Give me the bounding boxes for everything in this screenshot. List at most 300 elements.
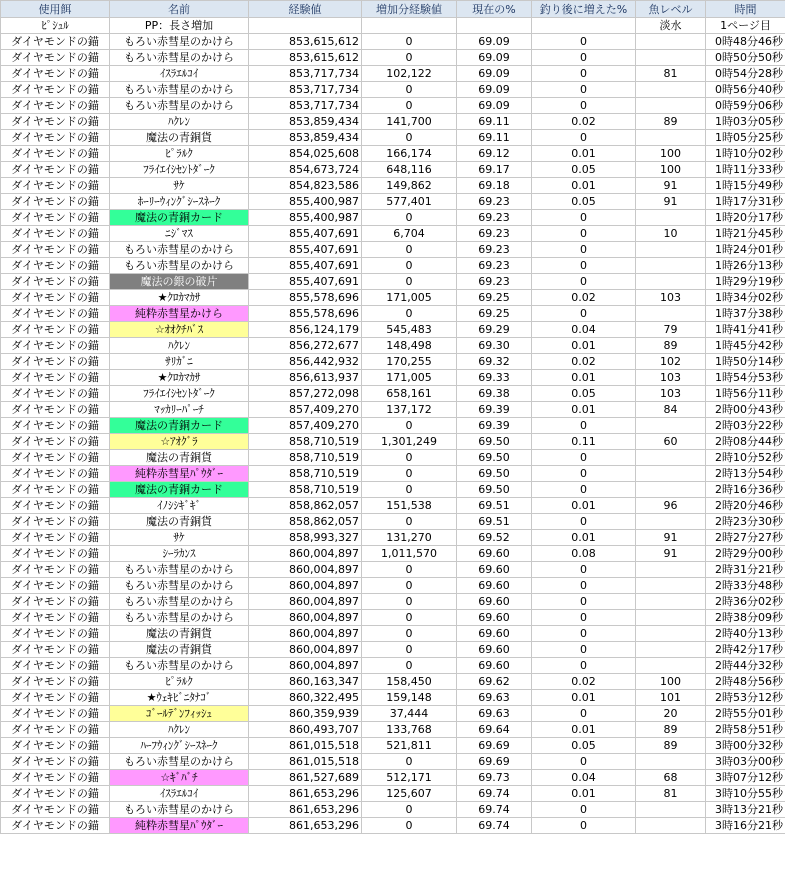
exp-gain-cell: 0 — [362, 50, 457, 66]
name-cell: 純粋赤彗星かけら — [110, 306, 249, 322]
exp-cell: 860,322,495 — [249, 690, 362, 706]
table-row — [1, 258, 785, 274]
exp-cell: 860,004,897 — [249, 578, 362, 594]
name-cell: もろい赤彗星のかけら — [110, 562, 249, 578]
name-cell: ｻｹ — [110, 178, 249, 194]
current-percent-cell: 69.51 — [457, 514, 532, 530]
time-cell: 0時50分50秒 — [706, 50, 785, 66]
percent-gain-cell: 0.01 — [532, 530, 636, 546]
time-cell: 2時13分54秒 — [706, 466, 785, 482]
percent-gain-cell: 0 — [532, 82, 636, 98]
name-cell: もろい赤彗星のかけら — [110, 82, 249, 98]
exp-cell: 855,407,691 — [249, 226, 362, 242]
time-cell: 3時10分55秒 — [706, 786, 785, 802]
time-cell: 2時00分43秒 — [706, 402, 785, 418]
name-cell: ｲｽﾗｴﾙｺｲ — [110, 786, 249, 802]
bait-cell: ダイヤモンドの錨 — [1, 418, 110, 434]
time-cell: 2時20分46秒 — [706, 498, 785, 514]
fish-level-cell — [636, 642, 706, 658]
name-cell: ★ｸﾛｶﾏｶｻ — [110, 370, 249, 386]
header-exp-gain: 増加分経験値 — [362, 1, 457, 18]
percent-gain-cell: 0 — [532, 50, 636, 66]
table-row — [1, 578, 785, 594]
exp-cell: 854,025,608 — [249, 146, 362, 162]
current-percent-cell: 69.51 — [457, 498, 532, 514]
exp-gain-cell: 0 — [362, 82, 457, 98]
fish-level-cell: 100 — [636, 146, 706, 162]
exp-gain-cell: 0 — [362, 98, 457, 114]
fish-level-cell — [636, 658, 706, 674]
subheader-bait: ﾋﾟｼｭﾙ — [1, 18, 110, 34]
bait-cell: ダイヤモンドの錨 — [1, 258, 110, 274]
exp-gain-cell: 125,607 — [362, 786, 457, 802]
exp-cell: 856,124,179 — [249, 322, 362, 338]
name-cell: ｲﾉｼｼｷﾞｷﾞ — [110, 498, 249, 514]
name-cell: ﾌﾗｲｴｲｼｾﾝﾄﾀﾞｰｸ — [110, 162, 249, 178]
name-cell: 魔法の銀の破片 — [110, 274, 249, 290]
percent-gain-cell: 0 — [532, 818, 636, 834]
table-row — [1, 370, 785, 386]
table-row — [1, 194, 785, 210]
fish-level-cell: 81 — [636, 786, 706, 802]
current-percent-cell: 69.60 — [457, 658, 532, 674]
bait-cell: ダイヤモンドの錨 — [1, 354, 110, 370]
fish-level-cell: 81 — [636, 66, 706, 82]
table-row — [1, 722, 785, 738]
fish-level-cell: 20 — [636, 706, 706, 722]
exp-cell: 853,859,434 — [249, 114, 362, 130]
time-cell: 3時03分00秒 — [706, 754, 785, 770]
percent-gain-cell: 0 — [532, 482, 636, 498]
bait-cell: ダイヤモンドの錨 — [1, 738, 110, 754]
table-row — [1, 274, 785, 290]
name-cell: ★ｳｪｷﾋﾞﾆﾀﾅｺﾞ — [110, 690, 249, 706]
exp-cell: 858,710,519 — [249, 434, 362, 450]
exp-cell: 853,717,734 — [249, 98, 362, 114]
exp-cell: 853,717,734 — [249, 66, 362, 82]
bait-cell: ダイヤモンドの錨 — [1, 546, 110, 562]
exp-gain-cell: 0 — [362, 450, 457, 466]
time-cell: 1時05分25秒 — [706, 130, 785, 146]
bait-cell: ダイヤモンドの錨 — [1, 210, 110, 226]
name-cell: 魔法の青銅カード — [110, 418, 249, 434]
exp-gain-cell: 131,270 — [362, 530, 457, 546]
current-percent-cell: 69.23 — [457, 242, 532, 258]
fish-level-cell: 96 — [636, 498, 706, 514]
header-row — [1, 1, 785, 18]
fish-level-cell — [636, 626, 706, 642]
time-cell: 2時38分09秒 — [706, 610, 785, 626]
name-cell: ｻﾘｶﾞﾆ — [110, 354, 249, 370]
current-percent-cell: 69.60 — [457, 610, 532, 626]
time-cell: 2時42分17秒 — [706, 642, 785, 658]
table-row — [1, 178, 785, 194]
current-percent-cell: 69.73 — [457, 770, 532, 786]
bait-cell: ダイヤモンドの錨 — [1, 514, 110, 530]
time-cell: 2時40分13秒 — [706, 626, 785, 642]
percent-gain-cell: 0.05 — [532, 194, 636, 210]
current-percent-cell: 69.60 — [457, 642, 532, 658]
fish-level-cell: 89 — [636, 338, 706, 354]
current-percent-cell: 69.25 — [457, 306, 532, 322]
table-row — [1, 530, 785, 546]
table-row — [1, 114, 785, 130]
table-row — [1, 466, 785, 482]
current-percent-cell: 69.50 — [457, 450, 532, 466]
exp-gain-cell: 0 — [362, 610, 457, 626]
table-row — [1, 626, 785, 642]
bait-cell: ダイヤモンドの錨 — [1, 146, 110, 162]
exp-gain-cell: 1,011,570 — [362, 546, 457, 562]
current-percent-cell: 69.23 — [457, 274, 532, 290]
exp-gain-cell: 0 — [362, 210, 457, 226]
fish-level-cell: 103 — [636, 290, 706, 306]
exp-gain-cell: 658,161 — [362, 386, 457, 402]
time-cell: 2時23分30秒 — [706, 514, 785, 530]
bait-cell: ダイヤモンドの錨 — [1, 786, 110, 802]
exp-cell: 853,717,734 — [249, 82, 362, 98]
fish-level-cell: 100 — [636, 674, 706, 690]
header-percent-gain: 釣り後に増えた% — [532, 1, 636, 18]
exp-gain-cell: 133,768 — [362, 722, 457, 738]
bait-cell: ダイヤモンドの錨 — [1, 770, 110, 786]
current-percent-cell: 69.74 — [457, 802, 532, 818]
name-cell: ﾋﾟﾗﾙｸ — [110, 146, 249, 162]
bait-cell: ダイヤモンドの錨 — [1, 370, 110, 386]
table-row — [1, 130, 785, 146]
name-cell: ﾏｯｶﾘｰﾊﾟｰﾁ — [110, 402, 249, 418]
time-cell: 1時45分42秒 — [706, 338, 785, 354]
time-cell: 1時20分17秒 — [706, 210, 785, 226]
fish-level-cell — [636, 242, 706, 258]
fish-level-cell: 89 — [636, 738, 706, 754]
table-row — [1, 354, 785, 370]
table-row — [1, 386, 785, 402]
percent-gain-cell: 0.01 — [532, 146, 636, 162]
percent-gain-cell: 0 — [532, 706, 636, 722]
percent-gain-cell: 0 — [532, 594, 636, 610]
time-cell: 0時56分40秒 — [706, 82, 785, 98]
exp-cell: 860,004,897 — [249, 658, 362, 674]
current-percent-cell: 69.63 — [457, 706, 532, 722]
bait-cell: ダイヤモンドの錨 — [1, 338, 110, 354]
percent-gain-cell: 0 — [532, 658, 636, 674]
time-cell: 1時56分11秒 — [706, 386, 785, 402]
current-percent-cell: 69.60 — [457, 546, 532, 562]
bait-cell: ダイヤモンドの錨 — [1, 658, 110, 674]
exp-cell: 858,710,519 — [249, 450, 362, 466]
fish-level-cell — [636, 610, 706, 626]
fish-level-cell — [636, 578, 706, 594]
current-percent-cell: 69.74 — [457, 786, 532, 802]
table-row — [1, 226, 785, 242]
current-percent-cell: 69.12 — [457, 146, 532, 162]
percent-gain-cell: 0 — [532, 450, 636, 466]
exp-gain-cell: 159,148 — [362, 690, 457, 706]
current-percent-cell: 69.50 — [457, 466, 532, 482]
percent-gain-cell: 0 — [532, 466, 636, 482]
bait-cell: ダイヤモンドの錨 — [1, 50, 110, 66]
table-row — [1, 642, 785, 658]
table-row — [1, 146, 785, 162]
exp-gain-cell: 0 — [362, 130, 457, 146]
subheader-fish-level: 淡水 — [636, 18, 706, 34]
exp-cell: 861,653,296 — [249, 786, 362, 802]
subheader-current-percent — [457, 18, 532, 34]
header-fish-level: 魚レベル — [636, 1, 706, 18]
exp-gain-cell: 0 — [362, 658, 457, 674]
current-percent-cell: 69.33 — [457, 370, 532, 386]
table-row — [1, 546, 785, 562]
current-percent-cell: 69.23 — [457, 210, 532, 226]
bait-cell: ダイヤモンドの錨 — [1, 386, 110, 402]
table-row — [1, 610, 785, 626]
exp-gain-cell: 37,444 — [362, 706, 457, 722]
table-row — [1, 66, 785, 82]
bait-cell: ダイヤモンドの錨 — [1, 178, 110, 194]
name-cell: もろい赤彗星のかけら — [110, 610, 249, 626]
fish-level-cell — [636, 482, 706, 498]
time-cell: 1時17分31秒 — [706, 194, 785, 210]
exp-gain-cell: 0 — [362, 418, 457, 434]
exp-cell: 854,673,724 — [249, 162, 362, 178]
name-cell: ﾊｸﾚﾝ — [110, 114, 249, 130]
table-row — [1, 818, 785, 834]
exp-gain-cell: 0 — [362, 274, 457, 290]
percent-gain-cell: 0 — [532, 66, 636, 82]
name-cell: ﾎｰﾘｰｳｨﾝｸﾞｼｰｽﾈｰｸ — [110, 194, 249, 210]
name-cell: 魔法の青銅カード — [110, 482, 249, 498]
table-row — [1, 98, 785, 114]
table-row — [1, 50, 785, 66]
time-cell: 1時50分14秒 — [706, 354, 785, 370]
exp-gain-cell: 648,116 — [362, 162, 457, 178]
subheader-row — [1, 18, 785, 34]
current-percent-cell: 69.39 — [457, 418, 532, 434]
fish-level-cell: 89 — [636, 114, 706, 130]
time-cell: 1時41分41秒 — [706, 322, 785, 338]
time-cell: 3時16分21秒 — [706, 818, 785, 834]
table-row — [1, 594, 785, 610]
current-percent-cell: 69.64 — [457, 722, 532, 738]
name-cell: ☆ｷﾞﾊﾞﾁ — [110, 770, 249, 786]
time-cell: 1時54分53秒 — [706, 370, 785, 386]
fish-level-cell — [636, 802, 706, 818]
exp-gain-cell: 512,171 — [362, 770, 457, 786]
exp-cell: 855,407,691 — [249, 274, 362, 290]
fish-level-cell — [636, 98, 706, 114]
bait-cell: ダイヤモンドの錨 — [1, 818, 110, 834]
fish-level-cell: 10 — [636, 226, 706, 242]
bait-cell: ダイヤモンドの錨 — [1, 434, 110, 450]
fish-level-cell: 91 — [636, 546, 706, 562]
subheader-percent-gain — [532, 18, 636, 34]
percent-gain-cell: 0 — [532, 562, 636, 578]
fish-level-cell: 103 — [636, 370, 706, 386]
percent-gain-cell: 0.01 — [532, 370, 636, 386]
time-cell: 2時33分48秒 — [706, 578, 785, 594]
percent-gain-cell: 0.04 — [532, 322, 636, 338]
percent-gain-cell: 0 — [532, 210, 636, 226]
name-cell: もろい赤彗星のかけら — [110, 594, 249, 610]
table-row — [1, 322, 785, 338]
time-cell: 2時48分56秒 — [706, 674, 785, 690]
time-cell: 2時44分32秒 — [706, 658, 785, 674]
exp-cell: 855,407,691 — [249, 258, 362, 274]
exp-cell: 860,004,897 — [249, 594, 362, 610]
name-cell: もろい赤彗星のかけら — [110, 98, 249, 114]
current-percent-cell: 69.29 — [457, 322, 532, 338]
table-row — [1, 690, 785, 706]
current-percent-cell: 69.23 — [457, 194, 532, 210]
percent-gain-cell: 0 — [532, 242, 636, 258]
current-percent-cell: 69.18 — [457, 178, 532, 194]
bait-cell: ダイヤモンドの錨 — [1, 482, 110, 498]
percent-gain-cell: 0 — [532, 642, 636, 658]
table-row — [1, 434, 785, 450]
fish-level-cell: 91 — [636, 194, 706, 210]
exp-gain-cell: 0 — [362, 562, 457, 578]
time-cell: 2時16分36秒 — [706, 482, 785, 498]
fish-level-cell — [636, 418, 706, 434]
percent-gain-cell: 0 — [532, 34, 636, 50]
current-percent-cell: 69.09 — [457, 82, 532, 98]
fish-level-cell: 102 — [636, 354, 706, 370]
exp-gain-cell: 0 — [362, 802, 457, 818]
name-cell: 魔法の青銅貨 — [110, 514, 249, 530]
fish-level-cell: 91 — [636, 530, 706, 546]
name-cell: ☆ｱｵｸﾞﾗ — [110, 434, 249, 450]
percent-gain-cell: 0 — [532, 754, 636, 770]
exp-cell: 861,015,518 — [249, 738, 362, 754]
percent-gain-cell: 0 — [532, 306, 636, 322]
exp-gain-cell: 0 — [362, 466, 457, 482]
name-cell: もろい赤彗星のかけら — [110, 578, 249, 594]
exp-cell: 858,993,327 — [249, 530, 362, 546]
name-cell: もろい赤彗星のかけら — [110, 34, 249, 50]
time-cell: 2時08分44秒 — [706, 434, 785, 450]
time-cell: 2時10分52秒 — [706, 450, 785, 466]
exp-gain-cell: 577,401 — [362, 194, 457, 210]
name-cell: ｲｽﾗｴﾙｺｲ — [110, 66, 249, 82]
current-percent-cell: 69.25 — [457, 290, 532, 306]
exp-gain-cell: 521,811 — [362, 738, 457, 754]
percent-gain-cell: 0.04 — [532, 770, 636, 786]
header-bait: 使用餌 — [1, 1, 110, 18]
bait-cell: ダイヤモンドの錨 — [1, 242, 110, 258]
name-cell: もろい赤彗星のかけら — [110, 258, 249, 274]
bait-cell: ダイヤモンドの錨 — [1, 194, 110, 210]
bait-cell: ダイヤモンドの錨 — [1, 594, 110, 610]
bait-cell: ダイヤモンドの錨 — [1, 82, 110, 98]
percent-gain-cell: 0.01 — [532, 722, 636, 738]
table-row — [1, 242, 785, 258]
percent-gain-cell: 0.08 — [532, 546, 636, 562]
fish-level-cell: 79 — [636, 322, 706, 338]
current-percent-cell: 69.32 — [457, 354, 532, 370]
exp-gain-cell: 158,450 — [362, 674, 457, 690]
bait-cell: ダイヤモンドの錨 — [1, 626, 110, 642]
current-percent-cell: 69.09 — [457, 98, 532, 114]
time-cell: 1時15分49秒 — [706, 178, 785, 194]
exp-cell: 860,493,707 — [249, 722, 362, 738]
percent-gain-cell: 0.01 — [532, 338, 636, 354]
exp-gain-cell: 102,122 — [362, 66, 457, 82]
current-percent-cell: 69.50 — [457, 434, 532, 450]
exp-cell: 855,400,987 — [249, 194, 362, 210]
name-cell: ﾊｰﾌｳｨﾝｸﾞｼｰｽﾈｰｸ — [110, 738, 249, 754]
exp-cell: 860,359,939 — [249, 706, 362, 722]
name-cell: 純粋赤彗星ﾊﾟｳﾀﾞｰ — [110, 818, 249, 834]
exp-cell: 855,400,987 — [249, 210, 362, 226]
percent-gain-cell: 0 — [532, 226, 636, 242]
table-row — [1, 210, 785, 226]
time-cell: 1時29分19秒 — [706, 274, 785, 290]
current-percent-cell: 69.38 — [457, 386, 532, 402]
name-cell: 魔法の青銅貨 — [110, 450, 249, 466]
fish-level-cell — [636, 562, 706, 578]
time-cell: 0時48分46秒 — [706, 34, 785, 50]
exp-cell: 858,862,057 — [249, 514, 362, 530]
current-percent-cell: 69.60 — [457, 562, 532, 578]
current-percent-cell: 69.09 — [457, 34, 532, 50]
percent-gain-cell: 0.01 — [532, 178, 636, 194]
current-percent-cell: 69.69 — [457, 754, 532, 770]
percent-gain-cell: 0.05 — [532, 386, 636, 402]
fish-level-cell — [636, 450, 706, 466]
table-row — [1, 498, 785, 514]
percent-gain-cell: 0.01 — [532, 402, 636, 418]
percent-gain-cell: 0 — [532, 802, 636, 818]
percent-gain-cell: 0.02 — [532, 354, 636, 370]
header-current-percent: 現在の% — [457, 1, 532, 18]
table-row — [1, 786, 785, 802]
bait-cell: ダイヤモンドの錨 — [1, 114, 110, 130]
fish-level-cell: 60 — [636, 434, 706, 450]
exp-gain-cell: 0 — [362, 482, 457, 498]
time-cell: 1時34分02秒 — [706, 290, 785, 306]
time-cell: 1時11分33秒 — [706, 162, 785, 178]
fish-level-cell: 101 — [636, 690, 706, 706]
exp-gain-cell: 6,704 — [362, 226, 457, 242]
current-percent-cell: 69.11 — [457, 130, 532, 146]
bait-cell: ダイヤモンドの錨 — [1, 466, 110, 482]
exp-gain-cell: 0 — [362, 514, 457, 530]
current-percent-cell: 69.60 — [457, 578, 532, 594]
exp-cell: 853,615,612 — [249, 50, 362, 66]
current-percent-cell: 69.09 — [457, 66, 532, 82]
exp-gain-cell: 166,174 — [362, 146, 457, 162]
exp-cell: 860,004,897 — [249, 562, 362, 578]
subheader-name: PP：長さ増加 — [110, 18, 249, 34]
percent-gain-cell: 0.02 — [532, 114, 636, 130]
exp-gain-cell: 0 — [362, 258, 457, 274]
bait-cell: ダイヤモンドの錨 — [1, 802, 110, 818]
current-percent-cell: 69.62 — [457, 674, 532, 690]
exp-cell: 860,004,897 — [249, 546, 362, 562]
percent-gain-cell: 0.01 — [532, 690, 636, 706]
exp-gain-cell: 1,301,249 — [362, 434, 457, 450]
fish-level-cell — [636, 210, 706, 226]
bait-cell: ダイヤモンドの錨 — [1, 226, 110, 242]
table-row — [1, 770, 785, 786]
exp-gain-cell: 141,700 — [362, 114, 457, 130]
time-cell: 3時13分21秒 — [706, 802, 785, 818]
time-cell: 1時21分45秒 — [706, 226, 785, 242]
exp-gain-cell: 0 — [362, 754, 457, 770]
time-cell: 2時53分12秒 — [706, 690, 785, 706]
exp-gain-cell: 148,498 — [362, 338, 457, 354]
